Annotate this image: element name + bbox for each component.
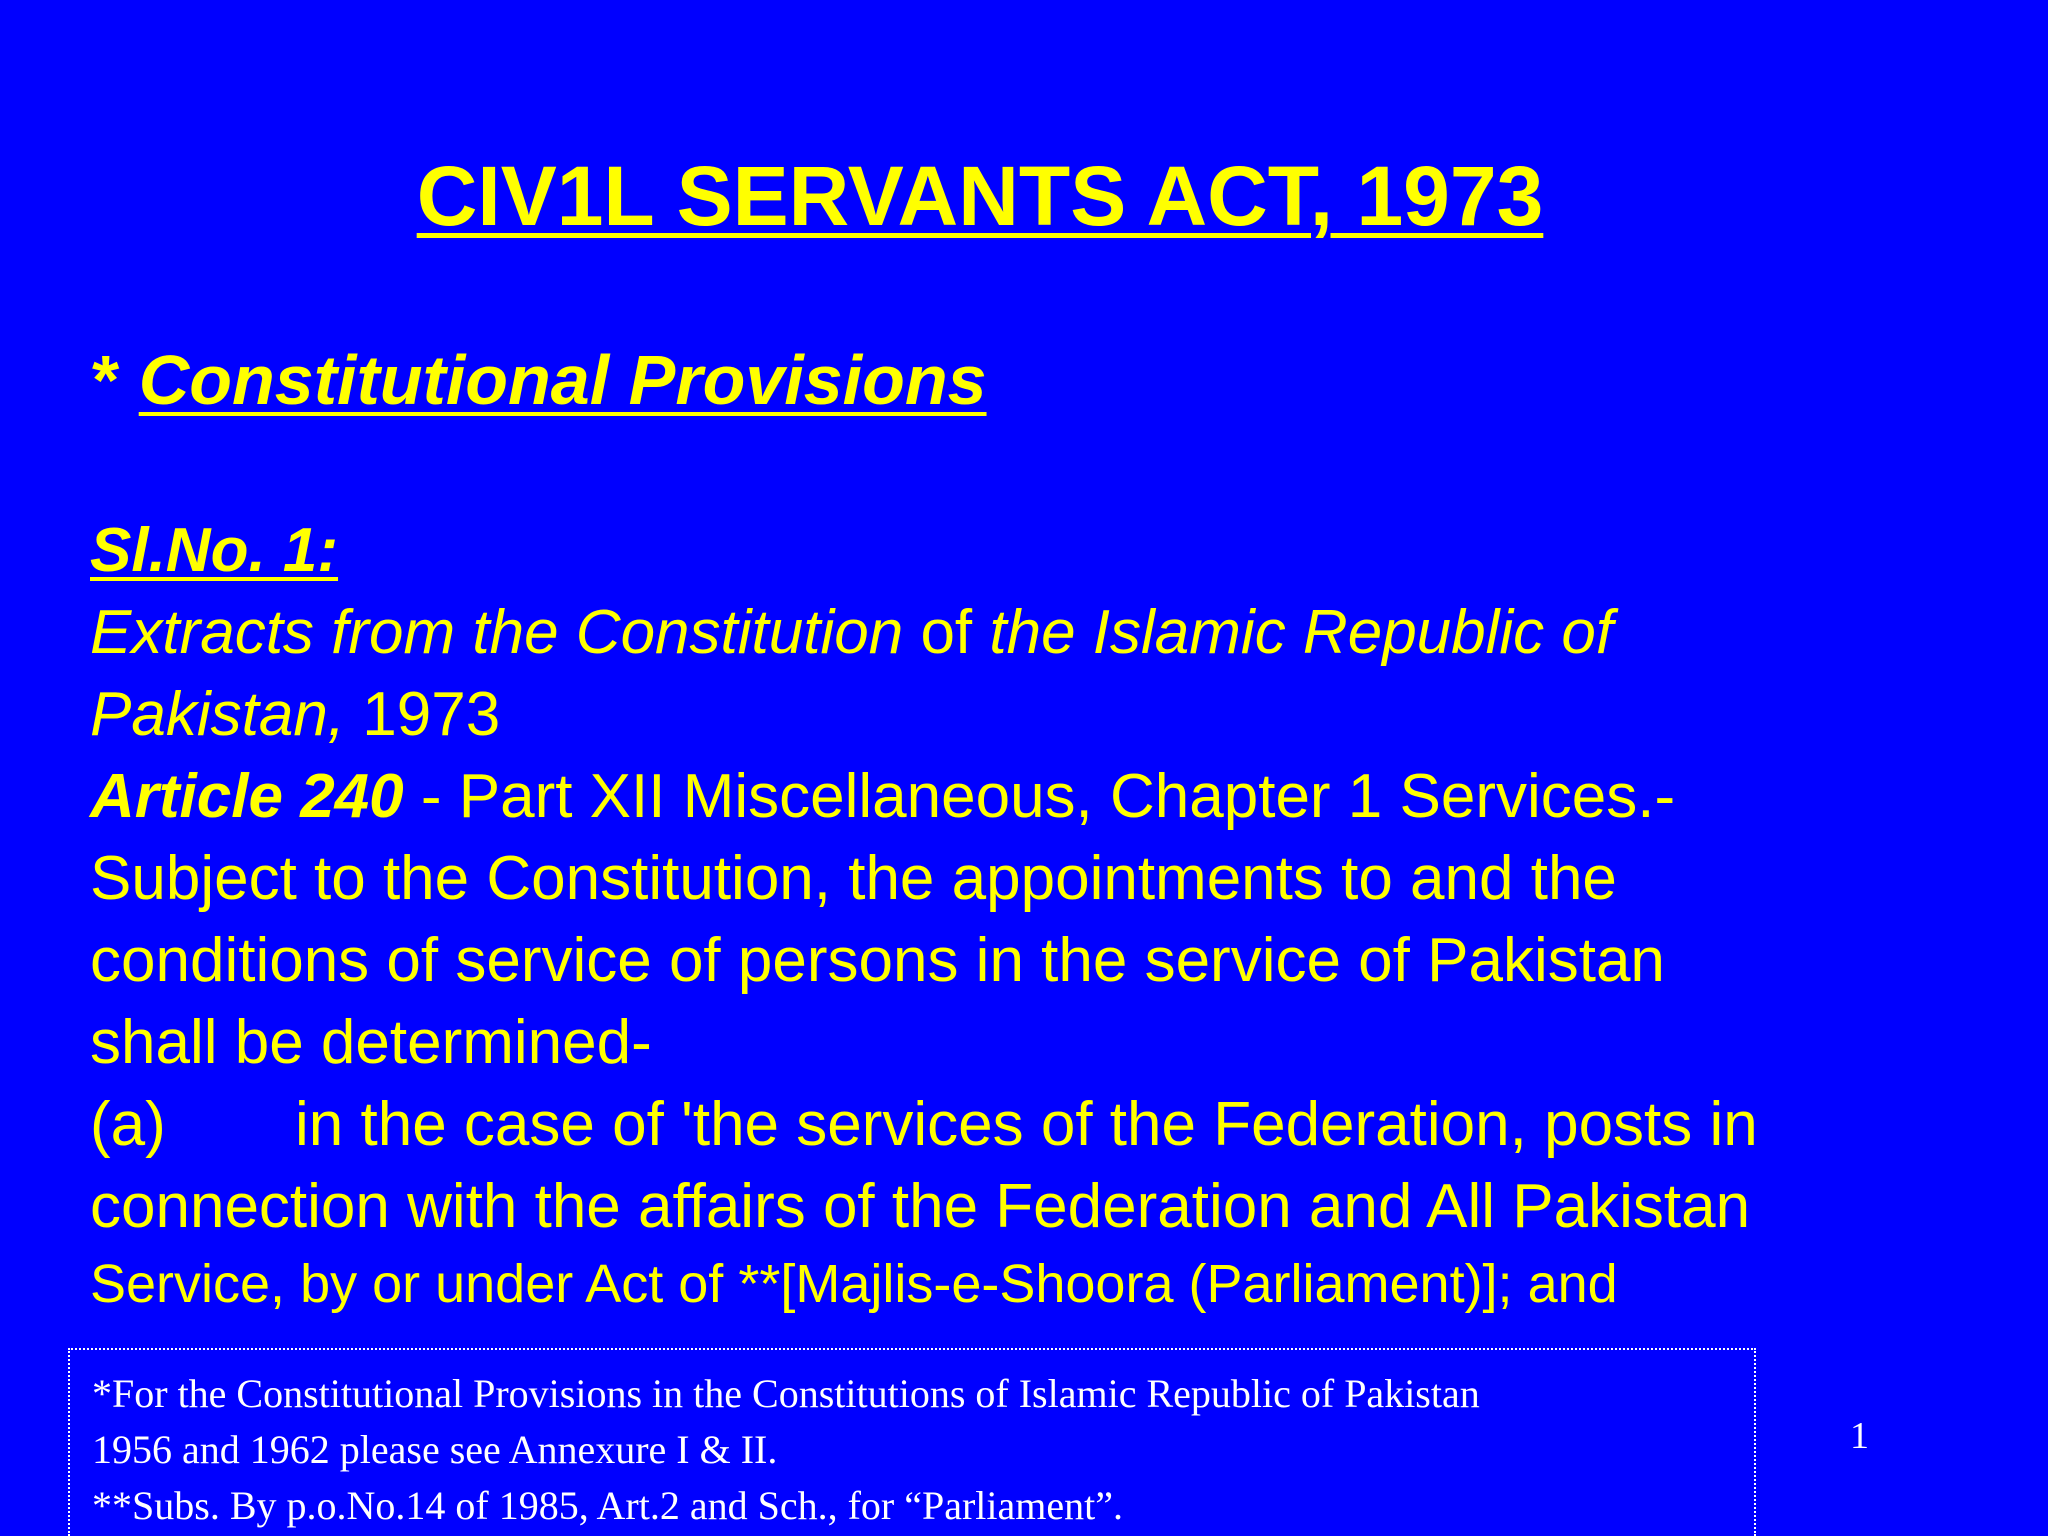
extract-text-b: of — [903, 598, 990, 667]
extract-line-2 — [90, 674, 1990, 756]
article-line — [90, 756, 1990, 838]
extract-text-a: Extracts from the Constitution — [90, 598, 904, 667]
body-line-connection: connection with the affairs of the Federation and All Pakistan — [90, 1172, 1751, 1241]
heading-asterisk: * — [92, 341, 120, 419]
footnote-line-2: 1956 and 1962 please see Annexure I & II. — [92, 1427, 778, 1472]
extract-text-d: Pakistan, — [90, 680, 346, 749]
extract-line-1 — [90, 592, 1990, 674]
footnote-line-1: *For the Constitutional Provisions in the Constitutions of Islamic Republic of Pakistan — [92, 1371, 1480, 1416]
heading-text: Constitutional Provisions — [138, 341, 987, 419]
body-line-shall: shall be determined- — [90, 1008, 652, 1077]
article-description: - Part XII Miscellaneous, Chapter 1 Services.- — [403, 762, 1676, 831]
serial-number: Sl.No. 1: — [90, 516, 339, 585]
body-text — [90, 510, 1990, 1320]
clause-a-line — [90, 1084, 1990, 1166]
footnote-box — [68, 1348, 1756, 1536]
clause-a-label: (a) — [90, 1090, 166, 1159]
extract-text-c: the Islamic Republic of — [989, 598, 1614, 667]
body-line-conditions: conditions of service of persons in the service of Pakistan — [90, 926, 1665, 995]
footnote-line-3: **Subs. By p.o.No.14 of 1985, Art.2 and Sch., for “Parliament”. — [92, 1483, 1123, 1528]
body-line-subject: Subject to the Constitution, the appointments to and the — [90, 844, 1617, 913]
article-label: Article 240 — [90, 762, 404, 831]
slide-title: CIV1L SERVANTS ACT, 1973 — [416, 149, 1544, 243]
section-heading — [92, 338, 987, 422]
clause-a-text: in the case of 'the services of the Federation, posts in — [295, 1090, 1758, 1159]
extract-text-e: 1973 — [345, 680, 501, 749]
body-line-service: Service, by or under Act of **[Majlis-e-Shoora (Parliament)]; and — [90, 1254, 1618, 1314]
page-number: 1 — [1850, 1415, 1869, 1457]
